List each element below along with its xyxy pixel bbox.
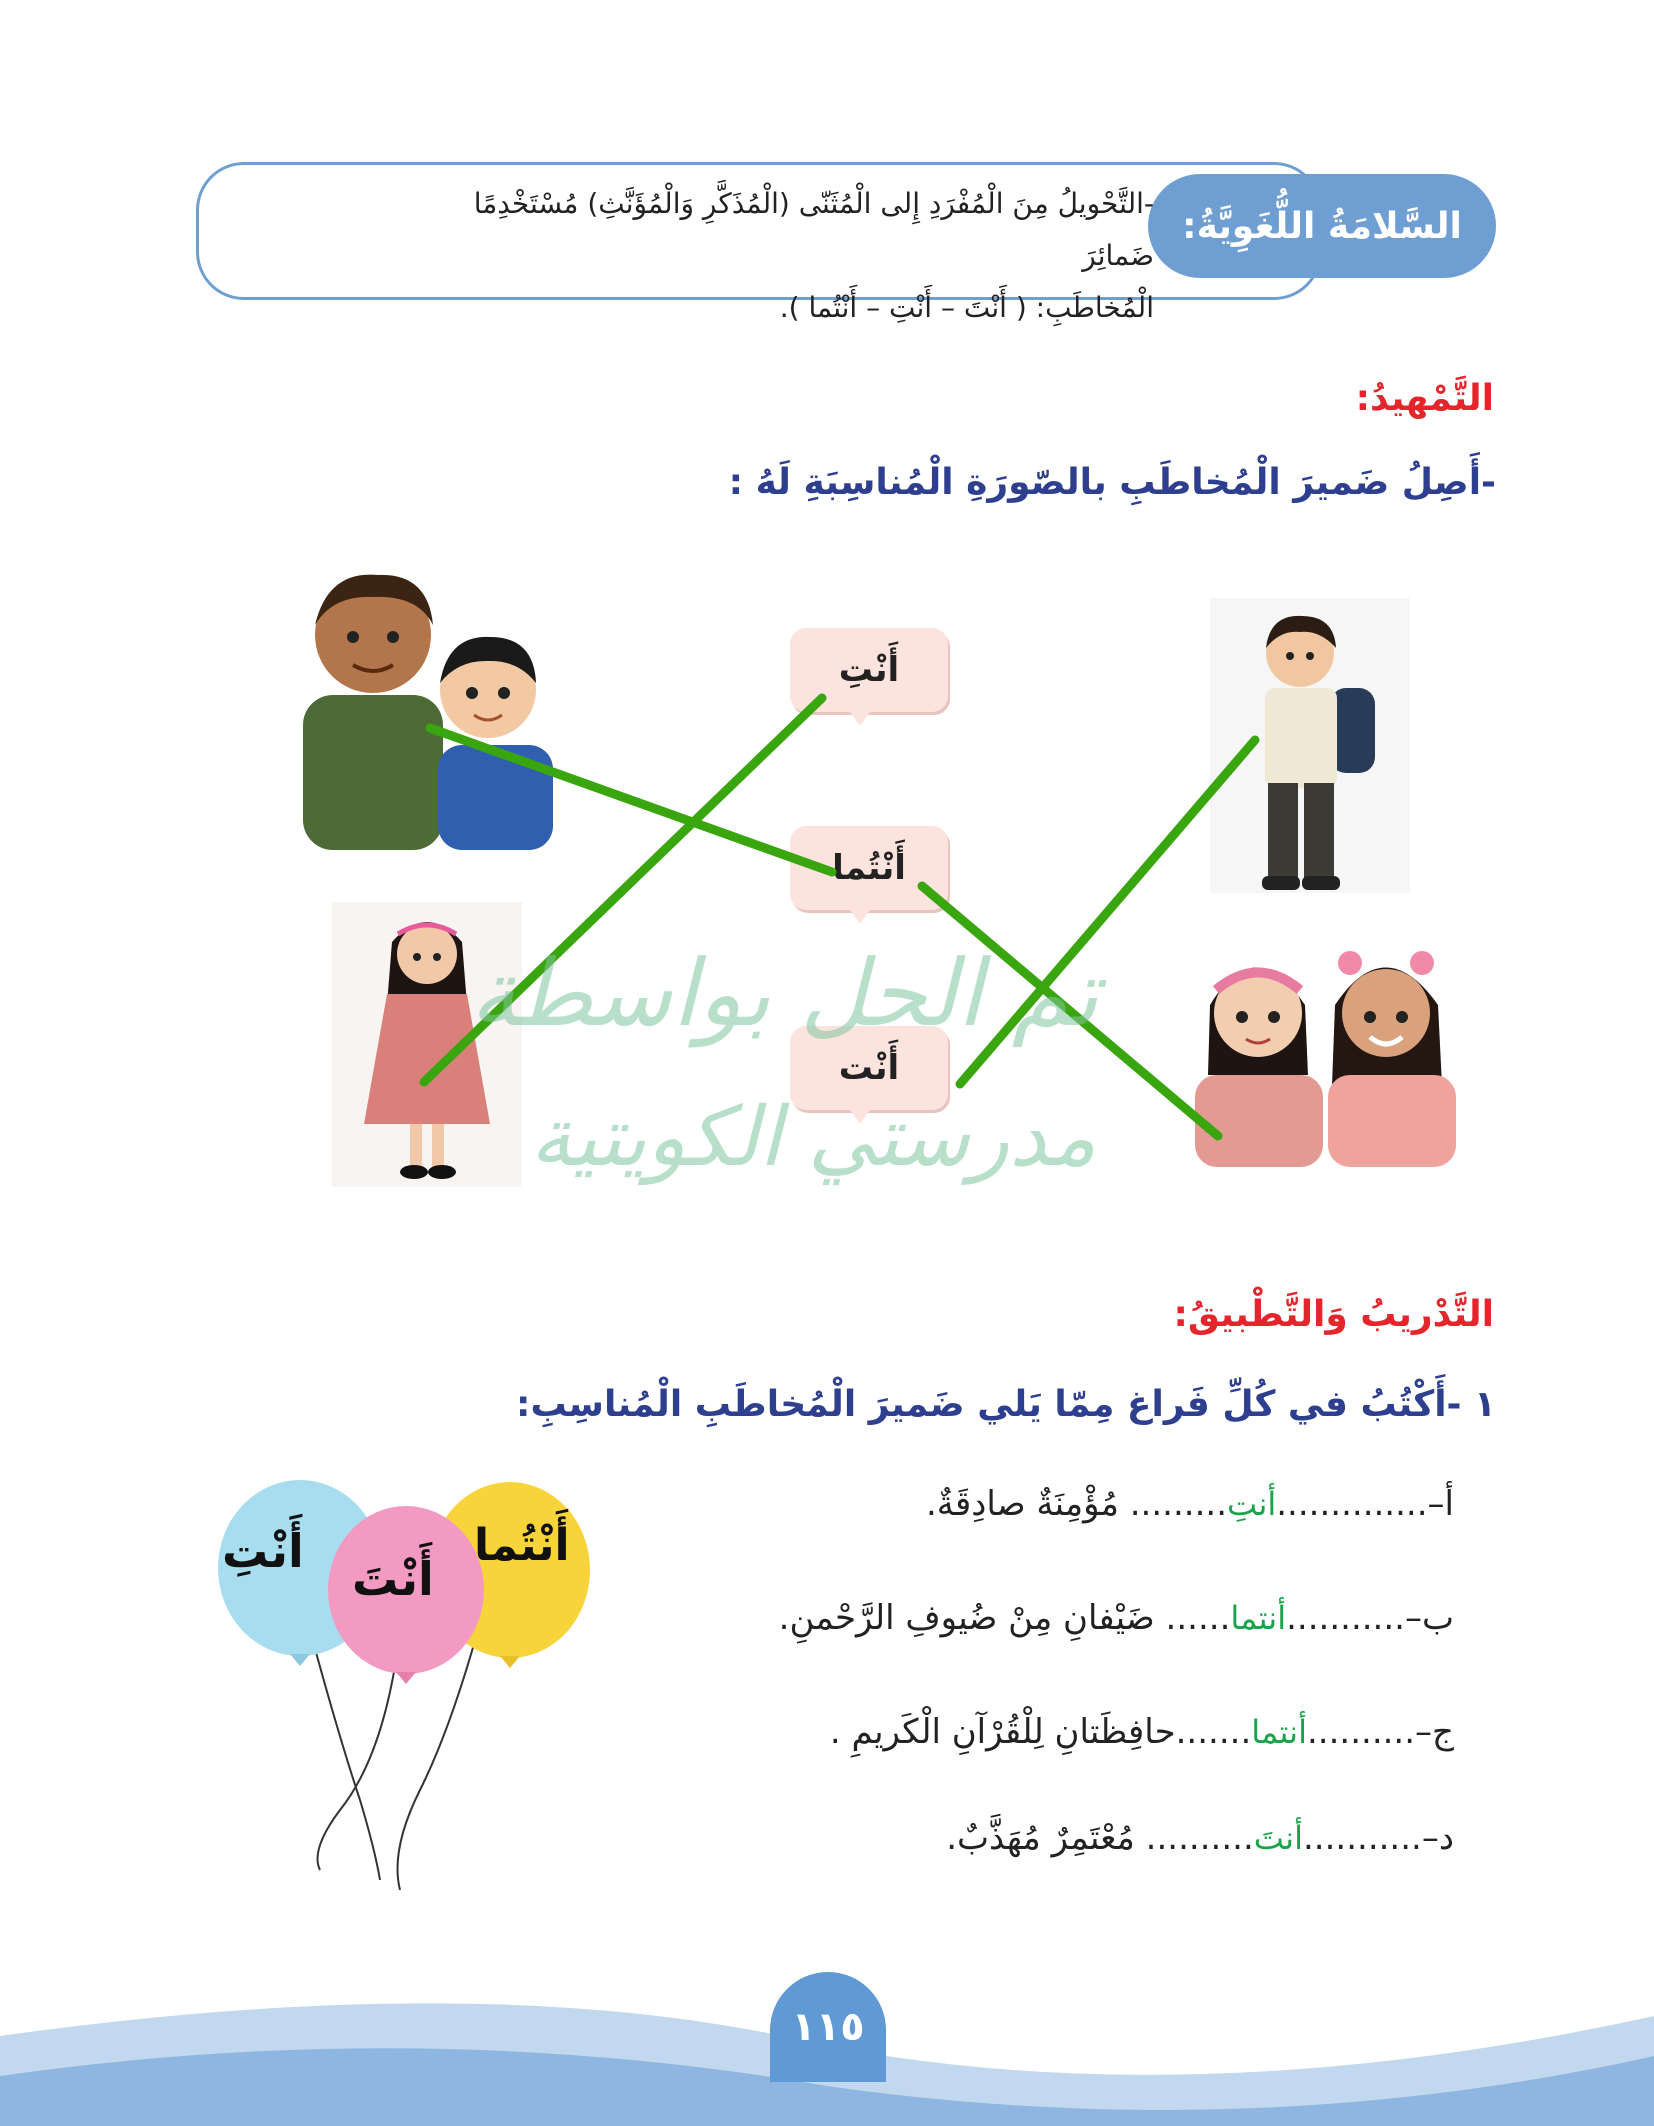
objective-line-1: -التَّحْويلُ مِنَ الْمُفْرَدِ إِلى الْمُثَنّى (الْمُذَكَّرِ وَالْمُؤَنَّثِ) مُسْتَخْدِمًا ضَمائِرَ [473, 187, 1154, 272]
practice-instruction: ١ -أَكْتُبُ في كُلِّ فَراغ مِمّا يَلي ضَميرَ الْمُخاطَبِ الْمُناسِبِ: [516, 1384, 1496, 1425]
page-number-label: ١١٥ [791, 2004, 865, 2050]
answer-field[interactable]: أنتما [1251, 1713, 1307, 1751]
answer-field[interactable]: أنتَ [1253, 1819, 1303, 1857]
balloon-label-anta: أَنْتَ [352, 1552, 434, 1606]
page-number [770, 1972, 886, 2082]
intro-title: التَّمْهيدُ: [1355, 378, 1494, 419]
item-dots: ....... [1175, 1712, 1252, 1752]
balloon-label-antuma: أَنْتُما [474, 1520, 570, 1571]
exercise-item-a [926, 1484, 1454, 1524]
bubble-label: أَنْت [838, 1048, 900, 1088]
answer-field[interactable]: أنتِ [1227, 1485, 1277, 1523]
watermark-line-1: تم الحل بواسطة [470, 940, 1099, 1047]
item-dots: .......... [1306, 1712, 1416, 1752]
exercise-item-b [779, 1598, 1454, 1638]
item-dots: .......... [1145, 1818, 1254, 1858]
objective-tab-label: السَّلامَةُ اللُّغَوِيَّةُ: [1182, 205, 1462, 247]
item-text: مُعْتَمِرٌ مُهَذَّبٌ. [946, 1818, 1146, 1858]
practice-title: التَّدْريبُ وَالتَّطْبيقُ: [1173, 1294, 1494, 1335]
bubble-label: أَنْتِ [838, 650, 900, 690]
exercise-item-d [946, 1818, 1454, 1858]
item-letter: ج– [1415, 1712, 1454, 1752]
item-letter: أ– [1427, 1484, 1454, 1524]
balloon-label-anti: أَنْتِ [222, 1524, 304, 1578]
item-dots: ......... [1129, 1484, 1228, 1524]
exercise-item-c [830, 1712, 1454, 1752]
item-dots: ........... [1302, 1818, 1422, 1858]
item-text: مُؤْمِنَةٌ صادِقَةٌ. [925, 1484, 1130, 1524]
watermark-line-2: مدرستي الكويتية [530, 1090, 1097, 1185]
item-dots: .............. [1276, 1484, 1428, 1524]
item-text: حافِظَتانِ لِلْقُرْآنِ الْكَريمِ . [829, 1712, 1176, 1752]
item-letter: د– [1421, 1818, 1454, 1858]
item-letter: ب– [1404, 1598, 1454, 1638]
item-dots: ........... [1286, 1598, 1405, 1638]
objective-line-2: الْمُخاطَبِ: ( أَنْتَ – أَنْتِ – أَنْتُما ). [779, 291, 1154, 324]
intro-instruction: -أَصِلُ ضَميرَ الْمُخاطَبِ بالصّورَةِ الْمُناسِبَةِ لَهُ : [728, 462, 1496, 503]
answer-field[interactable]: أنتما [1230, 1599, 1287, 1637]
item-dots: ...... [1165, 1598, 1231, 1638]
item-text: ضَيْفانِ مِنْ ضُيوفِ الرَّحْمنِ. [778, 1598, 1166, 1638]
bubble-label: أَنْتُما [832, 848, 906, 888]
